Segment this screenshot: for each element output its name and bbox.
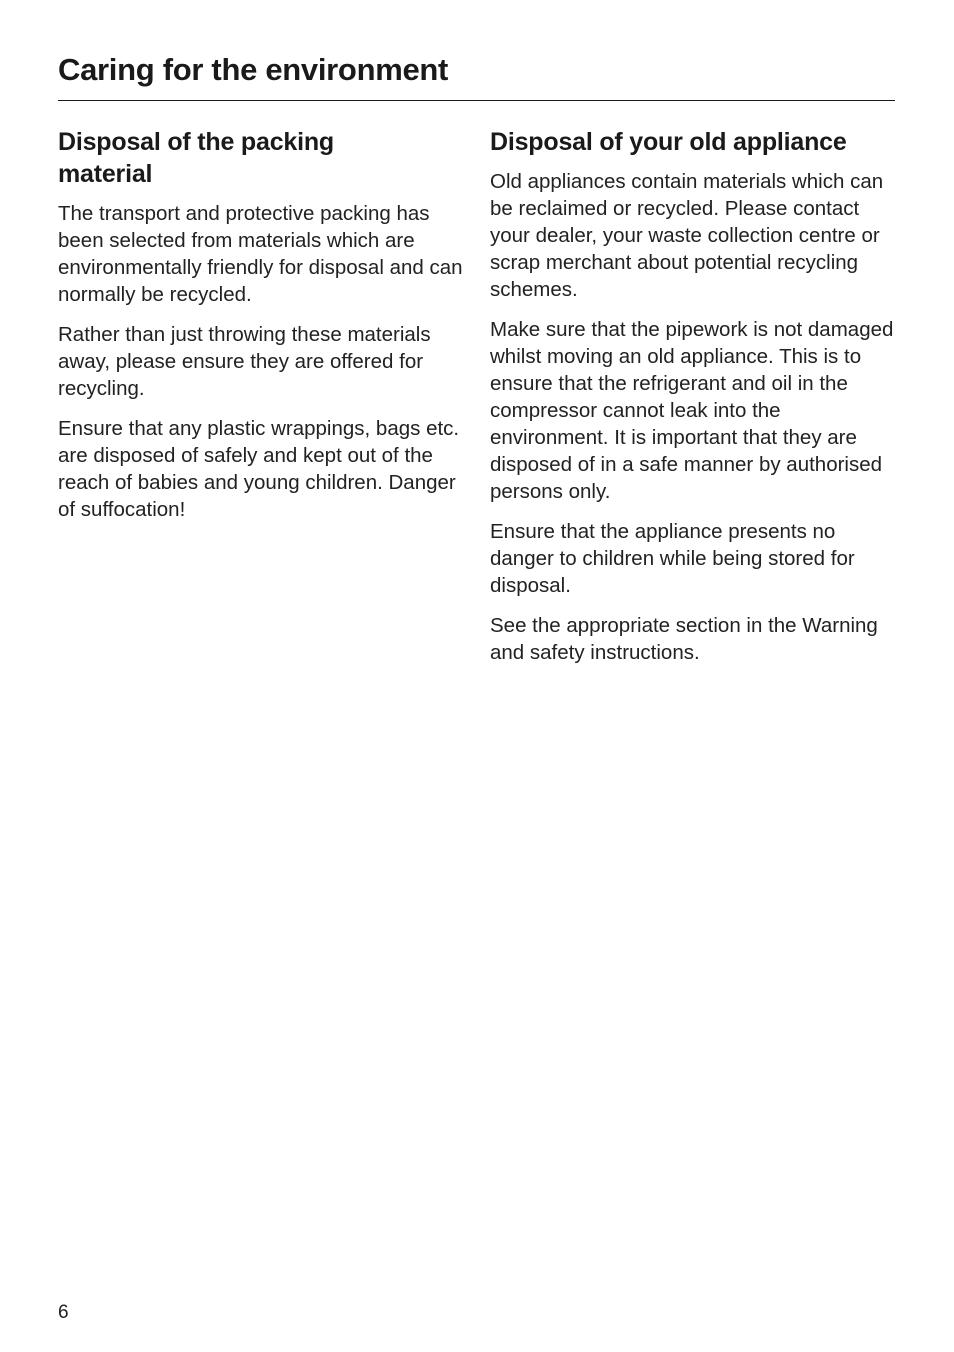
appliance-paragraph-2: Make sure that the pipework is not damaged whilst moving an old appliance. This is to ensure that the refrigerant and oil in the compressor cannot leak into the environment. It is important that they are disposed of in a safe manner by authorised persons only. (490, 318, 894, 503)
packing-material-heading-line1: Disposal of the packing (58, 128, 335, 156)
page-number: 6 (58, 1302, 69, 1323)
packing-material-section (58, 126, 466, 536)
page-title: Caring for the environment (58, 52, 449, 87)
appliance-paragraph-3: Ensure that the appliance presents no danger to children while being stored for disposal. (490, 520, 855, 597)
packing-material-heading (58, 126, 466, 190)
title-divider (58, 100, 895, 101)
packing-paragraph-3: Ensure that any plastic wrappings, bags etc. are disposed of safely and kept out of the reach of babies and young children. Danger of suffocation! (58, 417, 460, 521)
appliance-paragraph-4: See the appropriate section in the Warning and safety instructions. (490, 614, 878, 664)
packing-paragraph-2: Rather than just throwing these materials away, please ensure they are offered for recycling. (58, 323, 431, 400)
packing-material-heading-line2: material (58, 160, 153, 188)
old-appliance-section (490, 126, 898, 679)
old-appliance-heading: Disposal of your old appliance (490, 128, 847, 156)
packing-paragraph-1: The transport and protective packing has been selected from materials which are environmentally friendly for disposal and can normally be recycled. (58, 202, 463, 306)
appliance-paragraph-1: Old appliances contain materials which can be reclaimed or recycled. Please contact your dealer, your waste collection centre or scrap merchant about potential recycling schemes. (490, 170, 884, 301)
